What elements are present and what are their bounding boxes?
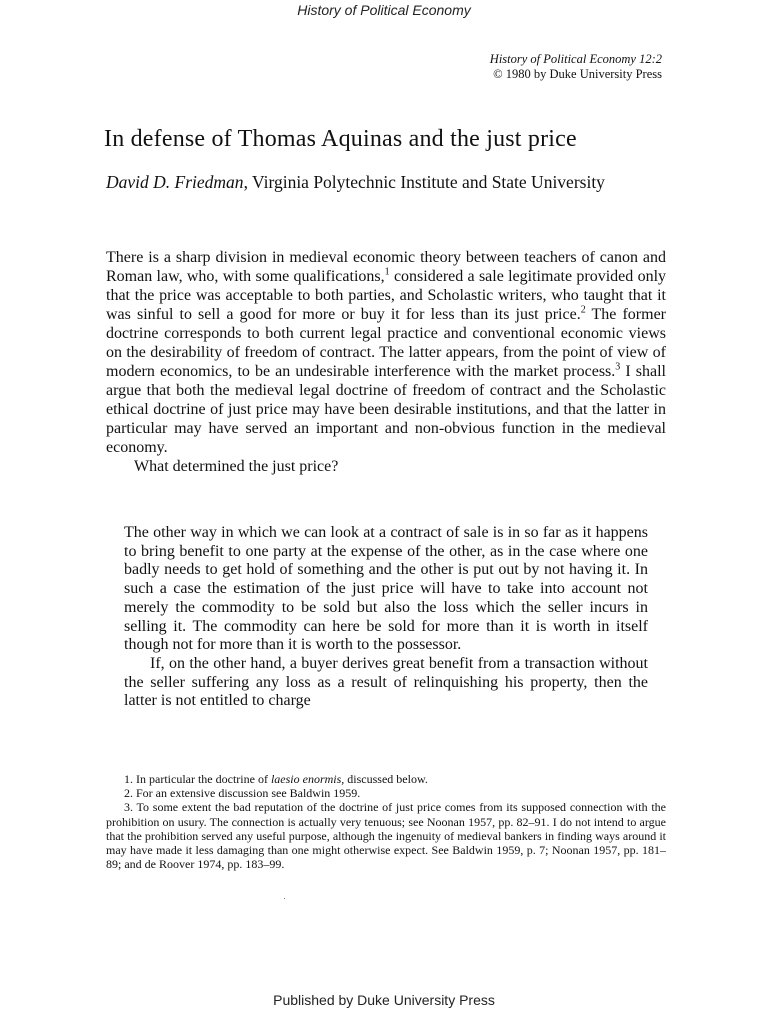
body-paragraph-1	[106, 248, 666, 457]
footnote-text: , discussed below.	[341, 772, 428, 786]
page-footer: Published by Duke University Press	[273, 992, 495, 1008]
scan-speck	[284, 898, 285, 899]
journal-volume-line: History of Political Economy 12:2	[489, 52, 662, 66]
running-head: History of Political Economy	[297, 2, 471, 18]
journal-citation	[490, 52, 662, 82]
copyright-line: © 1980 by Duke University Press	[493, 67, 662, 81]
quote-paragraph-1: The other way in which we can look at a contract of sale is in so far as it happens to bring benefit to one party at the expense of the other, as in the case where one badly needs to get hold of something and the other is put out by not having it. In such a case the estimation of the just price will have to take into account not merely the commodity to be sold but also the loss which the seller incurs in selling it. The commodity can here be sold for more than it is worth in itself though not for more than it is worth to the possessor.	[124, 524, 648, 654]
body-text-segment: The former doctrine corresponds to both current legal practice and conventional economic views on the desirability of freedom of contract. The latter appears, from the point of view of modern economics, to be an undesirable interference with the market process.	[106, 306, 666, 380]
article-body	[106, 248, 666, 476]
footnote-text: 1. In particular the doctrine of	[124, 772, 271, 786]
quote-paragraph-2: If, on the other hand, a buyer derives great benefit from a transaction without the seller suffering any loss as a result of relinquishing his property, then the latter is not entitled to charge	[124, 654, 648, 710]
byline	[106, 172, 666, 193]
body-text-segment: considered a sale legitimate provided only that the price was acceptable to both parties, and Scholastic writers, who taught that it was sinful to sell a good for more or buy it for less than its just price.	[106, 268, 667, 323]
body-text-segment: There is a sharp division in medieval economic theory between teachers of canon and Roman law, who, with some qualifications,	[106, 249, 666, 285]
footnote-1	[106, 772, 666, 786]
footnote-ref-3: 3	[615, 361, 621, 373]
footnote-ref-1: 1	[384, 266, 390, 278]
author-affiliation: , Virginia Polytechnic Institute and State University	[243, 172, 605, 192]
article-title: In defense of Thomas Aquinas and the just price	[104, 126, 577, 152]
footnote-ref-2: 2	[580, 304, 586, 316]
footnotes	[106, 772, 666, 871]
footnote-term: laesio enormis	[270, 772, 342, 786]
footnote-2: 2. For an extensive discussion see Baldwin 1959.	[124, 786, 361, 801]
footnote-3: 3. To some extent the bad reputation of the doctrine of just price comes from its supposed connection with the prohibition on usury. The connection is actually very tenuous; see Noonan 1957, pp. 82–91. I do not intend to argue that the prohibition served any useful purpose, although the ingenuity of medieval bankers in finding ways around it may have made it less damaging than one might otherwise expect. See Baldwin 1959, p. 7; Noonan 1957, pp. 181–89; and de Roover 1974, pp. 183–99.	[106, 800, 666, 872]
block-quote	[124, 524, 648, 711]
body-text-segment: I shall argue that both the medieval legal doctrine of freedom of contract and the Scholastic ethical doctrine of just price may have been desirable institutions, and that the latter in particular may have served an important and non-obvious function in the medieval economy.	[106, 363, 667, 456]
body-paragraph-2: What determined the just price?	[134, 458, 339, 475]
author-name: David D. Friedman	[106, 172, 244, 192]
